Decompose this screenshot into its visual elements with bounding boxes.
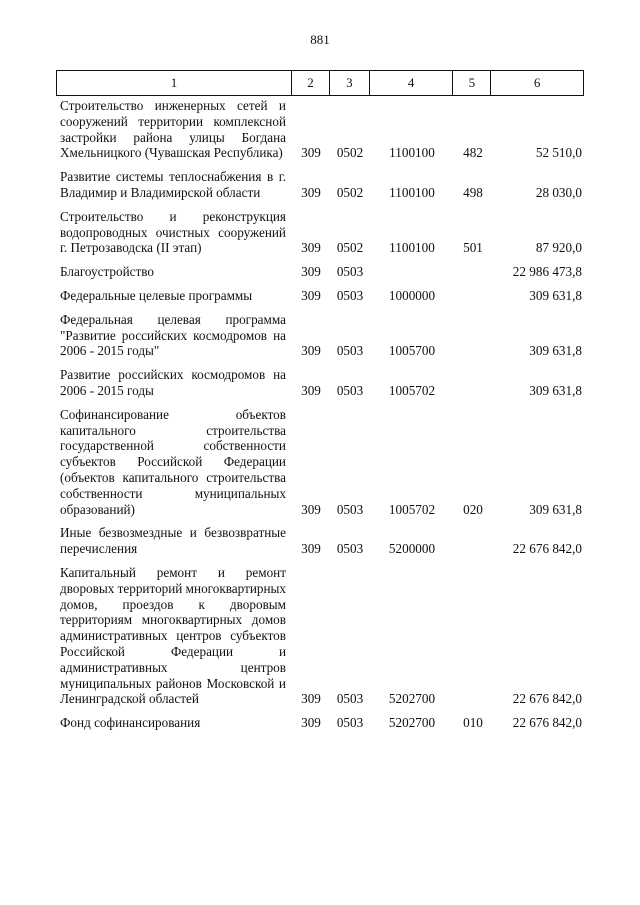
row-col-4: 1100100 — [389, 145, 435, 161]
table-row — [56, 264, 584, 280]
row-col-2: 309 — [301, 501, 321, 517]
row-col-2: 309 — [301, 287, 321, 303]
row-name: Строительство и реконструкция водопроводных очистных сооружений г. Петрозаводска (II этап) — [60, 208, 286, 256]
row-col-3: 0503 — [336, 382, 364, 398]
row-col-4: 1005700 — [388, 343, 436, 359]
row-col-3: 0503 — [336, 343, 364, 359]
row-col-2: 309 — [301, 715, 321, 731]
row-name: Софинансирование объектов капитального строительства государственной собственности субъектов Российской Федерации (объектов капитального строительства собственности муниципальных образований) — [60, 406, 286, 517]
table-row — [56, 209, 584, 256]
table-row — [56, 367, 584, 399]
row-col-4: 5202700 — [388, 691, 436, 707]
row-col-3: 0502 — [336, 145, 364, 161]
row-col-4: 1000000 — [388, 287, 436, 303]
table-header — [56, 70, 584, 96]
row-col-6: 28 030,0 — [535, 184, 582, 200]
page-number: 881 — [310, 32, 330, 47]
header-col-3: 3 — [330, 71, 370, 95]
header-col-1: 1 — [57, 71, 292, 95]
row-col-4: 1100100 — [389, 240, 435, 256]
row-name: Фонд софинансирования — [60, 715, 201, 731]
row-col-5: 498 — [463, 184, 483, 200]
row-col-3: 0503 — [336, 715, 364, 731]
row-col-6: 52 510,0 — [535, 145, 582, 161]
row-col-6: 22 986 473,8 — [512, 264, 582, 280]
header-col-4: 4 — [370, 71, 454, 95]
row-col-5: 020 — [463, 501, 483, 517]
table-row — [56, 288, 584, 304]
row-col-3: 0502 — [336, 240, 364, 256]
row-name: Развитие российских космодромов на 2006 - 2015 годы — [60, 367, 286, 398]
row-col-6: 309 631,8 — [529, 287, 582, 303]
row-col-5: 482 — [463, 145, 483, 161]
row-col-2: 309 — [301, 343, 321, 359]
row-col-4: 5200000 — [388, 541, 436, 557]
row-col-3: 0503 — [336, 691, 364, 707]
table-body — [56, 98, 584, 739]
row-name: Благоустройство — [60, 264, 154, 280]
header-col-6: 6 — [533, 75, 541, 90]
row-col-4: 1100100 — [389, 184, 435, 200]
row-col-6: 22 676 842,0 — [512, 691, 582, 707]
table-row — [56, 169, 584, 201]
row-col-5: 501 — [463, 240, 483, 256]
row-col-4: 1005702 — [388, 382, 436, 398]
table-row — [56, 565, 584, 707]
row-col-6: 22 676 842,0 — [512, 541, 582, 557]
table-row — [56, 525, 584, 557]
table-row — [56, 715, 584, 731]
table-row — [56, 98, 584, 161]
row-col-3: 0503 — [336, 287, 364, 303]
row-col-2: 309 — [301, 264, 321, 280]
row-col-6: 22 676 842,0 — [512, 715, 582, 731]
row-col-6: 309 631,8 — [529, 343, 582, 359]
row-col-2: 309 — [301, 184, 321, 200]
row-name: Федеральная целевая программа "Развитие российских космодромов на 2006 - 2015 годы" — [60, 311, 286, 359]
row-col-6: 309 631,8 — [529, 501, 582, 517]
row-col-2: 309 — [301, 240, 321, 256]
row-col-2: 309 — [301, 382, 321, 398]
row-col-4: 1005702 — [388, 501, 436, 517]
table-row — [56, 312, 584, 359]
row-col-2: 309 — [301, 145, 321, 161]
row-col-3: 0503 — [336, 264, 364, 280]
row-col-6: 309 631,8 — [529, 382, 582, 398]
table-row — [56, 407, 584, 518]
header-col-5: 5 — [453, 71, 491, 95]
row-name: Строительство инженерных сетей и сооружений территории комплексной застройки района улицы Богдана Хмельницкого (Чувашская Республика) — [60, 98, 286, 161]
row-name: Развитие системы теплоснабжения в г. Владимир и Владимирской области — [60, 169, 286, 200]
row-col-6: 87 920,0 — [535, 240, 582, 256]
row-name: Капитальный ремонт и ремонт дворовых территорий многоквартирных домов, проездов к дворовым территориям многоквартирных домов административных центров субъектов Российской Федерации и административных центров муниципальных районов Московской и Ленинградской областей — [60, 564, 286, 707]
header-col-2: 2 — [292, 71, 330, 95]
row-col-3: 0503 — [336, 541, 364, 557]
row-col-5: 010 — [463, 715, 483, 731]
row-name: Федеральные целевые программы — [60, 287, 253, 303]
row-col-4: 5202700 — [388, 715, 436, 731]
row-col-3: 0502 — [336, 184, 364, 200]
row-col-2: 309 — [301, 541, 321, 557]
row-col-2: 309 — [301, 691, 321, 707]
row-col-3: 0503 — [336, 501, 364, 517]
row-name: Иные безвозмездные и безвозвратные перечисления — [60, 525, 286, 557]
